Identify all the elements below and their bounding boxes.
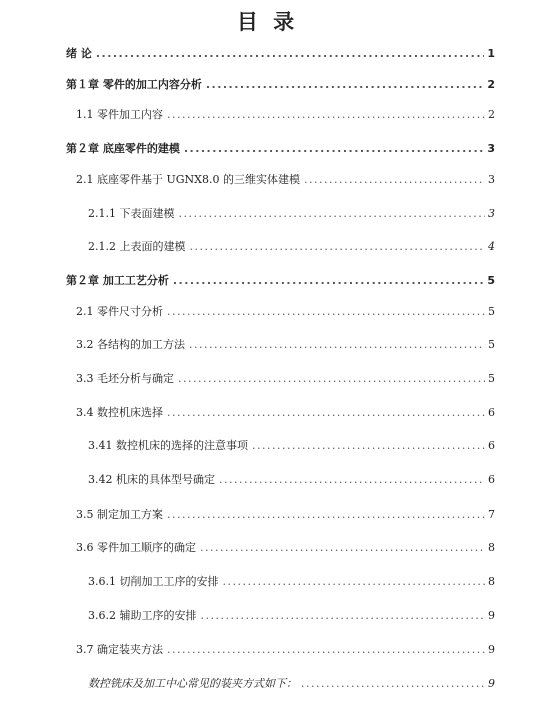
toc-entry[interactable] [88, 573, 495, 589]
toc-entry-page: 6 [488, 406, 495, 419]
toc-entry-page: 4 [488, 240, 495, 253]
toc-leader-dots [167, 643, 485, 656]
toc-leader-dots [189, 338, 485, 351]
toc-leader-dots [206, 78, 485, 91]
toc-entry-page: 8 [488, 575, 495, 588]
toc-leader-dots [179, 207, 486, 220]
toc-entry-label: 3.7 确定装夹方法 [76, 643, 163, 656]
toc-entry[interactable] [76, 539, 495, 555]
toc-entry-page: 5 [487, 274, 495, 287]
toc-entry-page: 9 [488, 677, 495, 690]
toc-entry-label: 3.41 数控机床的选择的注意事项 [88, 439, 248, 452]
toc-entry[interactable] [76, 506, 495, 522]
toc-entry-label: 第２章 加工工艺分析 [66, 274, 169, 287]
toc-entry-label: 3.2 各结构的加工方法 [76, 338, 185, 351]
toc-entry-page: 1 [487, 47, 495, 60]
toc-entry-page: 2 [488, 108, 495, 121]
toc-entry-page: 2 [487, 78, 495, 91]
toc-entry[interactable] [88, 437, 495, 453]
toc-title: 目 录 [236, 10, 299, 34]
toc-entry-label: 第２章 底座零件的建模 [66, 142, 180, 155]
toc-entry-label: 3.5 制定加工方案 [76, 508, 163, 521]
toc-entry-page: 3 [488, 173, 495, 186]
toc-entry-label: 第１章 零件的加工内容分析 [66, 78, 202, 91]
toc-leader-dots [167, 108, 485, 121]
toc-entry-page: 5 [488, 305, 495, 318]
toc-leader-dots [173, 274, 485, 287]
toc-entry[interactable] [76, 370, 495, 386]
toc-leader-dots [167, 508, 485, 521]
toc-entry[interactable] [88, 238, 495, 254]
toc-entry-label: 绪 论 [66, 47, 92, 60]
toc-entry-label: 3.3 毛坯分析与确定 [76, 372, 174, 385]
toc-entry-label: 2.1.2 上表面的建模 [88, 240, 186, 253]
toc-entry[interactable] [88, 471, 495, 487]
toc-entry[interactable] [66, 45, 495, 61]
toc-leader-dots [96, 47, 485, 60]
toc-entry-page: 3 [488, 207, 495, 220]
toc-entry-label: 2.1 底座零件基于 UGNX8.0 的三维实体建模 [76, 173, 300, 186]
toc-leader-dots [184, 142, 485, 155]
toc-entry-label: 3.6 零件加工顺序的确定 [76, 541, 196, 554]
toc-leader-dots [223, 575, 486, 588]
toc-entry[interactable] [88, 205, 495, 221]
toc-entry[interactable] [88, 675, 495, 691]
toc-entry-page: 8 [488, 541, 495, 554]
toc-entry[interactable] [76, 336, 495, 352]
toc-entry[interactable] [76, 303, 495, 319]
toc-leader-dots [304, 173, 485, 186]
toc-leader-dots [201, 609, 486, 622]
toc-entry-page: 3 [487, 142, 495, 155]
toc-leader-dots [219, 473, 485, 486]
toc-entry-label: 2.1 零件尺寸分析 [76, 305, 163, 318]
toc-entry-page: 6 [488, 473, 495, 486]
toc-entry[interactable] [76, 171, 495, 187]
toc-entry-label: 2.1.1 下表面建模 [88, 207, 175, 220]
toc-entry-page: 5 [488, 372, 495, 385]
toc-leader-dots [190, 240, 486, 253]
toc-entry[interactable] [66, 272, 495, 288]
toc-entry[interactable] [88, 607, 495, 623]
toc-entry-page: 9 [488, 609, 495, 622]
toc-leader-dots [252, 439, 485, 452]
toc-entry-label: 3.6.1 切削加工工序的安排 [88, 575, 219, 588]
toc-entry-page: 5 [488, 338, 495, 351]
toc-leader-dots [167, 305, 485, 318]
toc-entry[interactable] [66, 140, 495, 156]
toc-entry-label: 3.42 机床的具体型号确定 [88, 473, 215, 486]
toc-entry-label: 3.6.2 辅助工序的安排 [88, 609, 197, 622]
toc-entry[interactable] [66, 76, 495, 92]
toc-leader-dots [301, 677, 485, 690]
toc-leader-dots [200, 541, 485, 554]
toc-leader-dots [178, 372, 485, 385]
toc-entry-label: 数控铣床及加工中心常见的装夹方式如下： [88, 677, 297, 690]
toc-entry-label: 1.1 零件加工内容 [76, 108, 163, 121]
toc-entry[interactable] [76, 641, 495, 657]
toc-entry-page: 7 [488, 508, 495, 521]
toc-entry-page: 6 [488, 439, 495, 452]
toc-entry[interactable] [76, 106, 495, 122]
toc-entry[interactable] [76, 404, 495, 420]
toc-entry-page: 9 [488, 643, 495, 656]
toc-leader-dots [167, 406, 485, 419]
toc-entry-label: 3.4 数控机床选择 [76, 406, 163, 419]
